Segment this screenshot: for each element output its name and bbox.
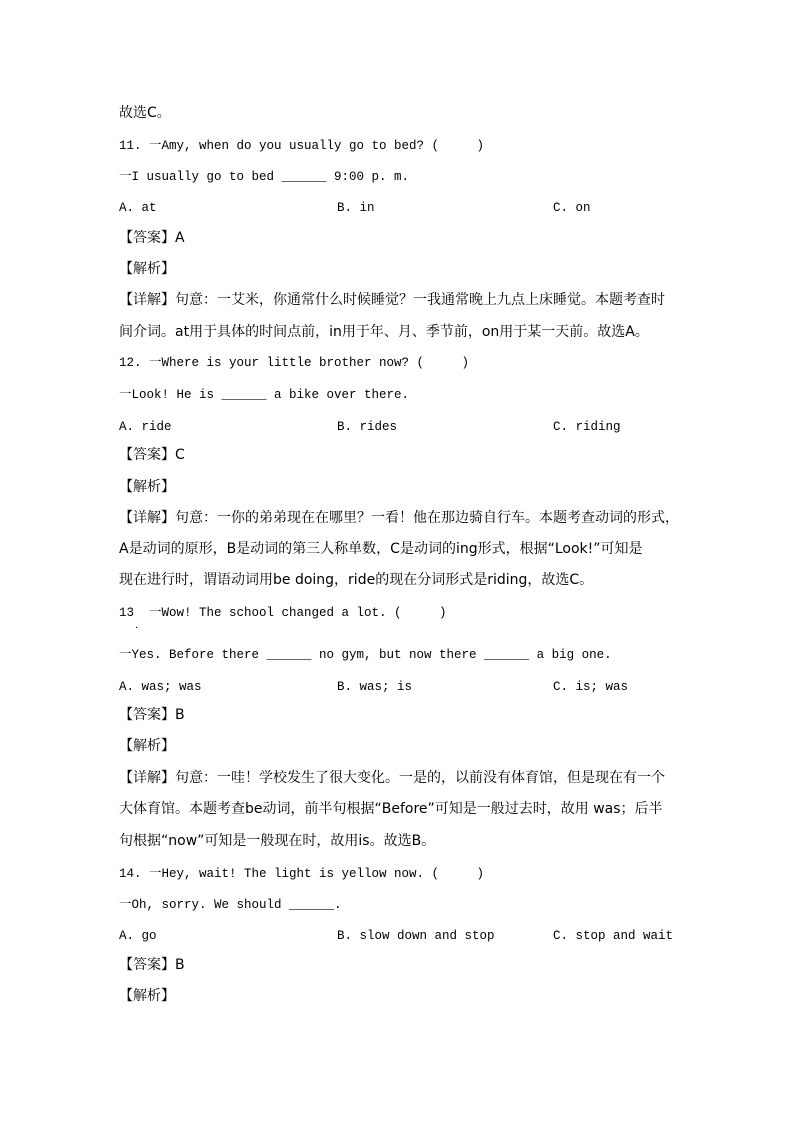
question-11-reply: 一I usually go to bed ______ 9:00 p. m. bbox=[119, 170, 410, 184]
question-12-analysis-label: 【解析】 bbox=[119, 479, 175, 495]
question-14-option-b: B. slow down and stop bbox=[337, 929, 495, 943]
question-13-detail-line-3: 句根据“now”可知是一般现在时，故用is。故选B。 bbox=[119, 833, 436, 849]
question-11-stem: 11. 一Amy, when do you usually go to bed? ( ) bbox=[119, 139, 485, 153]
question-14-stem: 14. 一Hey, wait! The light is yellow now. ( ) bbox=[119, 867, 485, 881]
question-14-reply: 一Oh, sorry. We should ______. bbox=[119, 898, 342, 912]
question-12-detail-line-2: A是动词的原形，B是动词的第三人称单数，C是动词的ing形式，根据“Look!”可知是 bbox=[119, 541, 643, 557]
question-11-answer: 【答案】A bbox=[119, 230, 185, 246]
question-13-detail-line-2: 大体育馆。本题考查be动词，前半句根据“Before”可知是一般过去时，故用 was；后半 bbox=[119, 801, 663, 817]
question-11-analysis-label: 【解析】 bbox=[119, 261, 175, 277]
question-11-option-b: B. in bbox=[337, 201, 375, 215]
question-12-stem: 12. 一Where is your little brother now? ( ) bbox=[119, 356, 470, 370]
question-12-option-c: C. riding bbox=[553, 420, 621, 434]
question-13-option-b: B. was; is bbox=[337, 680, 413, 694]
question-14-option-a: A. go bbox=[119, 929, 157, 943]
question-11-detail-line-2: 间介词。at用于具体的时间点前，in用于年、月、季节前，on用于某一天前。故选A。 bbox=[119, 324, 649, 340]
question-14-option-c: C. stop and wait bbox=[553, 929, 674, 943]
previous-conclusion: 故选C。 bbox=[119, 105, 171, 121]
question-12-option-b: B. rides bbox=[337, 420, 398, 434]
question-14-answer: 【答案】B bbox=[119, 957, 185, 973]
question-12-option-a: A. ride bbox=[119, 420, 172, 434]
question-13-stem-mark: ． bbox=[135, 620, 145, 631]
question-13-option-c: C. is; was bbox=[553, 680, 629, 694]
question-11-detail-line-1: 【详解】句意：一艾米，你通常什么时候睡觉？一我通常晚上九点上床睡觉。本题考查时 bbox=[119, 292, 665, 308]
question-12-detail-line-3: 现在进行时，谓语动词用be doing，ride的现在分词形式是riding，故选C。 bbox=[119, 572, 594, 588]
question-12-answer: 【答案】C bbox=[119, 447, 185, 463]
question-11-option-a: A. at bbox=[119, 201, 157, 215]
question-13-reply: 一Yes. Before there ______ no gym, but now there ______ a big one. bbox=[119, 648, 612, 662]
question-13-stem: 13 一Wow! The school changed a lot. ( ) bbox=[119, 606, 447, 620]
question-13-detail-line-1: 【详解】句意：一哇！学校发生了很大变化。一是的，以前没有体育馆，但是现在有一个 bbox=[119, 770, 665, 786]
question-11-option-c: C. on bbox=[553, 201, 591, 215]
question-12-reply: 一Look! He is ______ a bike over there. bbox=[119, 388, 410, 402]
question-13-answer: 【答案】B bbox=[119, 707, 185, 723]
question-13-analysis-label: 【解析】 bbox=[119, 738, 175, 754]
question-14-analysis-label: 【解析】 bbox=[119, 988, 175, 1004]
question-12-detail-line-1: 【详解】句意：一你的弟弟现在在哪里？一看！他在那边骑自行车。本题考查动词的形式， bbox=[119, 510, 679, 526]
question-13-option-a: A. was; was bbox=[119, 680, 202, 694]
